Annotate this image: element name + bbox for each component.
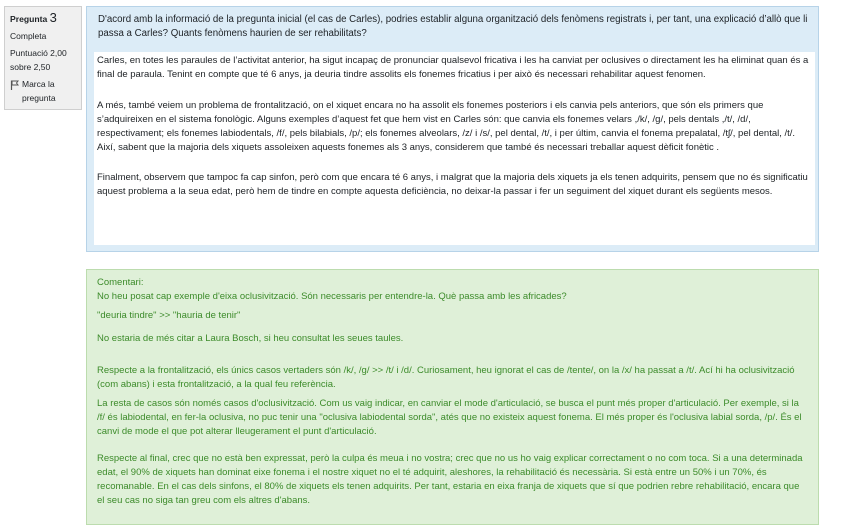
question-info-panel bbox=[4, 6, 82, 110]
feedback-heading: Comentari: bbox=[97, 277, 144, 288]
feedback-box bbox=[86, 269, 819, 525]
answer-paragraph: A més, també veiem un problema de frontalització, on el xiquet encara no ha assolit els fonemes posteriors i els canvia pels anteriors, que són els primers que s’adquireixen en el sistema fonològic. Alguns exemples d’aquest fet que hem vist en Carles són: que canvia els fonemes velars ,/k/, /g/, pels dentals ,/t/, /d/, respectivament; els fonemes labiodentals, /f/, pels bilabials, /p/; els fonemes alveolars, /z/ i /s/, pel dental, /t/, i per últim, canvia el fonema prepalatal, /tʃ/, pel dental, /t/. Així, sabent que la majoria dels xiquets assoleixen aquests fonemes als 3 anys, considerem que també és necessari treballar aquest dèficit fonètic . bbox=[97, 100, 796, 153]
feedback-paragraph: No estaria de més citar a Laura Bosch, si heu consultat les seues taules. bbox=[97, 333, 404, 344]
question-grade: Puntuació 2,00 sobre 2,50 bbox=[10, 48, 67, 72]
feedback-paragraph: "deuria tindre" >> "hauria de tenir" bbox=[97, 310, 241, 321]
flag-label: Marca la pregunta bbox=[22, 79, 56, 103]
feedback-paragraph: No heu posat cap exemple d'eixa oclusivització. Són necessaris per entendre-la. Què passa amb les africades? bbox=[97, 291, 567, 302]
feedback-paragraph: La resta de casos són només casos d'oclusivització. Com us vaig indicar, en canviar el mode d'articulació, se busca el punt més proper d'articulació. Per exemple, si la /f/ és labiodental, en fer-la oclusiva, no puc tenir una "oclusiva labiodental sorda", atés que no existeix aquest fonema. El més proper és l'oclusiva labial sorda, /p/. És el canvi de mode el que pot alterar lleugerament el punt d'articulació. bbox=[97, 398, 802, 437]
question-text: D'acord amb la informació de la pregunta inicial (el cas de Carles), podries establir alguna organització dels fenòmens registrats i, per tant, una explicació d’allò que li passa a Carles? Quants fenòmens haurien de ser rehabilitats? bbox=[98, 14, 808, 40]
answer-paragraph: Finalment, observem que tampoc fa cap sinfon, però com que encara té 6 anys, i malgrat que la majoria dels xiquets ja els tenen adquirits, pensem que no és significatiu aquest problema a la seua edat, però hem de tindre en compte aquesta deficiència, no deixar-la passar i fer un seguiment del xiquet durant els següents mesos. bbox=[97, 172, 808, 197]
feedback-paragraph: Respecte al final, crec que no està ben expressat, però la culpa és meua i no vostra; crec que no us ho vaig explicar correctament o no com toca. Si a una determinada edat, el 90% de xiquets han dominat eixe fonema i el nostre xiquet no el té adquirit, aleshores, la rehabilitació és necessària. Si està entre un 50% i un 70%, és recomanable. En el cas dels sinfons, el 80% de xiquets els tenen adquirits. Per tant, estaria en eixa franja de xiquets que sí que podrien rebre rehabilitació, encara que el seu cas no siga tan greu com els altres d'abans. bbox=[97, 453, 803, 506]
question-label: Pregunta bbox=[10, 14, 48, 24]
flag-question-link[interactable] bbox=[10, 77, 76, 105]
question-number: 3 bbox=[49, 10, 57, 25]
question-status: Completa bbox=[10, 31, 47, 41]
feedback-paragraph: Respecte a la frontalització, els únics casos vertaders són /k/, /g/ >> /t/ i /d/. Curiosament, heu ignorat el cas de /tente/, on la /x/ ha passat a /t/. Ací hi ha oclusivització (com abans) i esta frontalització, a la qual feu referència. bbox=[97, 365, 795, 390]
flag-icon bbox=[10, 80, 19, 90]
answer-textarea[interactable] bbox=[94, 52, 815, 245]
question-number-heading bbox=[10, 11, 76, 26]
answer-paragraph: Carles, en totes les paraules de l’activitat anterior, ha sigut incapaç de pronunciar qualsevol fricativa i les ha canviat per oclusives o directament les ha eliminat quan és a final de paraula. Tenint en compte que té 6 anys, ja deuria tindre assolits els fonemes fricatius i per això és necessari rehabilitar aquest fenomen. bbox=[97, 55, 809, 80]
